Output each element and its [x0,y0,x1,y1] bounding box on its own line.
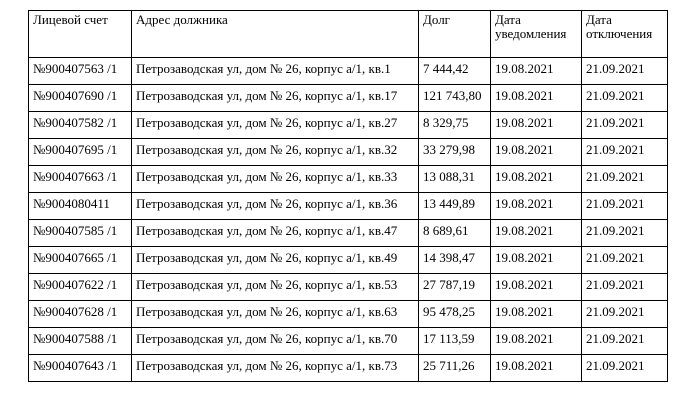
cell-notice-date: 19.08.2021 [491,220,582,247]
cell-debt: 8 329,75 [419,112,491,139]
cell-address: Петрозаводская ул, дом № 26, корпус а/1, кв.70 [132,328,419,355]
cell-notice-date: 19.08.2021 [491,328,582,355]
cell-cutoff-date: 21.09.2021 [582,355,668,382]
cell-account: №900407582 /1 [29,112,132,139]
cell-address: Петрозаводская ул, дом № 26, корпус а/1, кв.63 [132,301,419,328]
cell-account: №900407585 /1 [29,220,132,247]
cell-notice-date: 19.08.2021 [491,301,582,328]
cell-notice-date: 19.08.2021 [491,355,582,382]
cell-debt: 95 478,25 [419,301,491,328]
cell-notice-date: 19.08.2021 [491,112,582,139]
cell-debt: 121 743,80 [419,85,491,112]
table-row [29,328,668,355]
cell-address: Петрозаводская ул, дом № 26, корпус а/1, кв.36 [132,193,419,220]
cell-address: Петрозаводская ул, дом № 26, корпус а/1, кв.32 [132,139,419,166]
cell-address: Петрозаводская ул, дом № 26, корпус а/1, кв.1 [132,58,419,85]
cell-cutoff-date: 21.09.2021 [582,193,668,220]
header-account: Лицевой счет [29,11,132,58]
cell-account: №900407563 /1 [29,58,132,85]
cell-debt: 8 689,61 [419,220,491,247]
cell-notice-date: 19.08.2021 [491,247,582,274]
cell-cutoff-date: 21.09.2021 [582,328,668,355]
cell-cutoff-date: 21.09.2021 [582,112,668,139]
header-notice-date [491,11,582,58]
cell-cutoff-date: 21.09.2021 [582,85,668,112]
cell-account: №900407588 /1 [29,328,132,355]
cell-cutoff-date: 21.09.2021 [582,247,668,274]
cell-address: Петрозаводская ул, дом № 26, корпус а/1, кв.47 [132,220,419,247]
table-row [29,301,668,328]
cell-address: Петрозаводская ул, дом № 26, корпус а/1, кв.49 [132,247,419,274]
cell-notice-date: 19.08.2021 [491,193,582,220]
cell-notice-date: 19.08.2021 [491,274,582,301]
cell-cutoff-date: 21.09.2021 [582,220,668,247]
cell-debt: 13 088,31 [419,166,491,193]
cell-cutoff-date: 21.09.2021 [582,166,668,193]
table-row [29,355,668,382]
header-cutoff-date [582,11,668,58]
cell-account: №900407663 /1 [29,166,132,193]
cell-debt: 17 113,59 [419,328,491,355]
cell-address: Петрозаводская ул, дом № 26, корпус а/1, кв.73 [132,355,419,382]
cell-debt: 7 444,42 [419,58,491,85]
cell-cutoff-date: 21.09.2021 [582,301,668,328]
table-body [29,58,668,382]
cell-account: №900407643 /1 [29,355,132,382]
cell-notice-date: 19.08.2021 [491,139,582,166]
table-row [29,58,668,85]
cell-address: Петрозаводская ул, дом № 26, корпус а/1, кв.27 [132,112,419,139]
debtors-table [28,10,668,382]
cell-address: Петрозаводская ул, дом № 26, корпус а/1, кв.17 [132,85,419,112]
table-row [29,85,668,112]
cell-cutoff-date: 21.09.2021 [582,58,668,85]
cell-address: Петрозаводская ул, дом № 26, корпус а/1, кв.33 [132,166,419,193]
cell-notice-date: 19.08.2021 [491,85,582,112]
header-cutoff-date-label: Дата отключения [586,12,653,41]
cell-debt: 25 711,26 [419,355,491,382]
cell-address: Петрозаводская ул, дом № 26, корпус а/1, кв.53 [132,274,419,301]
header-row [29,11,668,58]
table-header [29,11,668,58]
table-row [29,112,668,139]
table-row [29,220,668,247]
cell-cutoff-date: 21.09.2021 [582,274,668,301]
cell-account: №9004080411 [29,193,132,220]
cell-debt: 14 398,47 [419,247,491,274]
table-row [29,166,668,193]
header-notice-date-label: Дата уведомления [495,12,567,41]
header-debt: Долг [419,11,491,58]
cell-debt: 33 279,98 [419,139,491,166]
header-address: Адрес должника [132,11,419,58]
cell-notice-date: 19.08.2021 [491,166,582,193]
cell-cutoff-date: 21.09.2021 [582,139,668,166]
cell-notice-date: 19.08.2021 [491,58,582,85]
cell-debt: 27 787,19 [419,274,491,301]
cell-account: №900407622 /1 [29,274,132,301]
table-row [29,139,668,166]
table-row [29,274,668,301]
cell-account: №900407690 /1 [29,85,132,112]
cell-account: №900407628 /1 [29,301,132,328]
table-row [29,247,668,274]
table-row [29,193,668,220]
cell-debt: 13 449,89 [419,193,491,220]
cell-account: №900407665 /1 [29,247,132,274]
cell-account: №900407695 /1 [29,139,132,166]
